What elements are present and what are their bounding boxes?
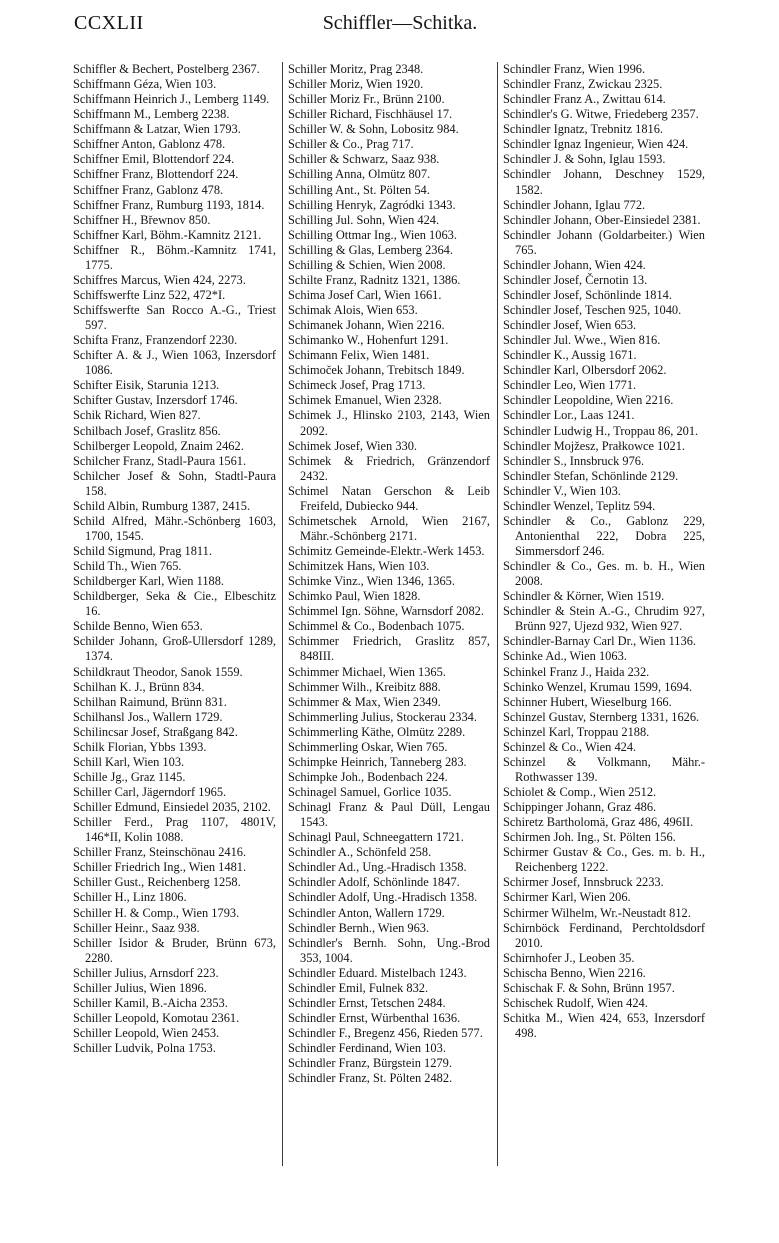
directory-entry: Schinagel Samuel, Gorlice 1035. (288, 785, 452, 799)
directory-entry: Schiretz Bartholomä, Graz 486, 496II. (503, 815, 694, 830)
directory-entry: Schiller Leopold, Komotau 2361. (73, 1010, 240, 1025)
directory-entry: Schindler Stefan, Schönlinde 2129. (503, 468, 679, 483)
directory-entry: Schindler Josef, Schönlinde 1814. (503, 287, 672, 302)
directory-entry: Schindler S., Innsbruck 976. (503, 453, 645, 468)
page-number: CCXLII (74, 12, 144, 34)
directory-entry: Schindler Franz, Bürgstein 1279. (288, 1056, 452, 1071)
directory-entry: Schindler Josef, Černotin 13. (503, 272, 648, 287)
directory-entry: Schimek J., Hlinsko 2103, 2143, Wien 2092. (288, 408, 490, 438)
directory-entry: Schiller Moriz Fr., Brünn 2100. (288, 92, 445, 107)
directory-entry: Schiller Ludvik, Polna 1753. (73, 1041, 216, 1056)
directory-entry: Schiller Moriz, Wien 1920. (288, 77, 424, 92)
directory-entry: Schimetschek Arnold, Wien 2167, Mähr.-Schönberg 2171. (288, 513, 490, 543)
directory-entry: Schiller H., Linz 1806. (73, 890, 187, 905)
directory-entry: Schiffner Franz, Blottendorf 224. (73, 167, 239, 182)
directory-entry: Schimak Alois, Wien 653. (288, 303, 418, 317)
directory-entry: Schilhan Raimund, Brünn 831. (73, 694, 227, 709)
directory-entry: Schiller Friedrich Ing., Wien 1481. (73, 860, 247, 875)
directory-entry: Schilling Ottmar Ing., Wien 1063. (288, 227, 457, 242)
directory-entry: Schirmer Gustav & Co., Ges. m. b. H., Reichenberg 1222. (503, 845, 705, 875)
directory-entry: Schilling Ant., St. Pölten 54. (288, 182, 430, 197)
directory-entry: Schifter A. & J., Wien 1063, Inzersdorf 1086. (73, 348, 276, 378)
directory-entry: Schimitz Gemeinde-Elektr.-Werk 1453. (288, 544, 485, 558)
directory-entry: Schik Richard, Wien 827. (73, 408, 201, 423)
directory-entry: Schindler A., Schönfeld 258. (288, 845, 432, 860)
running-head: Schiffler—Schitka. (322, 12, 478, 34)
directory-entry: Schimek Emanuel, Wien 2328. (288, 393, 442, 408)
directory-entry: Schiller Leopold, Wien 2453. (73, 1026, 220, 1040)
column-divider (497, 62, 498, 1166)
directory-entry: Schimmer & Max, Wien 2349. (288, 694, 441, 709)
directory-entry: Schiolet & Comp., Wien 2512. (503, 785, 657, 799)
directory-entry: Schimitzek Hans, Wien 103. (288, 559, 430, 574)
directory-entry: Schiller Kamil, B.-Aicha 2353. (73, 995, 228, 1010)
directory-entry: Schindler Ignatz, Trebnitz 1816. (503, 122, 664, 137)
directory-entry: Schiller Heinr., Saaz 938. (73, 920, 200, 935)
directory-entry: Schildberger Karl, Wien 1188. (73, 574, 225, 589)
directory-entry: Schild Alfred, Mähr.-Schönberg 1603, 1700, 1545. (73, 513, 276, 543)
directory-entry: Schiffner H., Břewnov 850. (73, 212, 211, 227)
directory-entry: Schindler Bernh., Wien 963. (288, 920, 430, 935)
directory-entry: Schindler Anton, Wallern 1729. (288, 905, 445, 920)
directory-entry: Schimmel Ign. Söhne, Warnsdorf 2082. (288, 604, 484, 619)
directory-entry: Schiffner Emil, Blottendorf 224. (73, 152, 235, 167)
directory-entry: Schiffner Anton, Gablonz 478. (73, 137, 226, 152)
directory-entry: Schiller Franz, Steinschönau 2416. (73, 845, 247, 860)
directory-entry: Schindler Johann, Iglau 772. (503, 197, 646, 212)
directory-entry: Schilling & Schien, Wien 2008. (288, 257, 446, 272)
directory-entry: Schirnböck Ferdinand, Perchtoldsdorf 2010. (503, 920, 705, 950)
directory-entry: Schimmerling Käthe, Olmütz 2289. (288, 724, 466, 739)
directory-entry: Schild Th., Wien 765. (73, 559, 182, 574)
directory-entry: Schiffler & Bechert, Postelberg 2367. (73, 62, 260, 76)
directory-entry: Schirmer Josef, Innsbruck 2233. (503, 875, 664, 890)
directory-entry: Schindler-Barnay Carl Dr., Wien 1136. (503, 634, 696, 649)
column-2 (288, 62, 490, 1222)
directory-entry: Schinzel & Volkmann, Mähr.-Rothwasser 139. (503, 754, 705, 784)
directory-entry: Schiffswerfte Linz 522, 472*I. (73, 287, 226, 302)
directory-entry: Schimmer Wilh., Kreibitz 888. (288, 679, 441, 694)
directory-entry: Schimek Josef, Wien 330. (288, 438, 418, 453)
column-divider (282, 62, 283, 1166)
directory-entry: Schiller H. & Comp., Wien 1793. (73, 905, 240, 920)
directory-entry: Schindler's Bernh. Sohn, Ung.-Brod 353, 1004. (288, 935, 490, 965)
directory-entry: Schiller Ferd., Prag 1107, 4801V, 146*II, Kolin 1088. (73, 815, 276, 845)
directory-entry: Schindler Lor., Laas 1241. (503, 408, 635, 423)
directory-entry: Schilbach Josef, Graslitz 856. (73, 423, 221, 438)
directory-entry: Schimeck Josef, Prag 1713. (288, 378, 426, 393)
directory-entry: Schiffner Franz, Gablonz 478. (73, 182, 224, 197)
directory-entry: Schindler Franz, St. Pölten 2482. (288, 1071, 453, 1086)
directory-entry: Schindler Franz, Wien 1996. (503, 62, 646, 76)
directory-entry: Schild Albin, Rumburg 1387, 2415. (73, 498, 251, 513)
directory-entry: Schippinger Johann, Graz 486. (503, 800, 657, 815)
directory-entry: Schindler Johann (Goldarbeiter.) Wien 765. (503, 227, 705, 257)
directory-entry: Schindler Franz A., Zwittau 614. (503, 92, 666, 107)
directory-entry: Schindler V., Wien 103. (503, 483, 621, 498)
directory-entry: Schimpke Heinrich, Tanneberg 283. (288, 754, 467, 769)
directory-entry: Schindler F., Bregenz 456, Rieden 577. (288, 1026, 483, 1040)
directory-entry: Schiller & Schwarz, Saaz 938. (288, 152, 440, 167)
directory-entry: Schirnhofer J., Leoben 35. (503, 950, 635, 965)
directory-entry: Schindler Franz, Zwickau 2325. (503, 77, 663, 92)
directory-entry: Schiffner Franz, Rumburg 1193, 1814. (73, 197, 265, 212)
directory-entry: Schindler & Co., Ges. m. b. H., Wien 2008. (503, 559, 705, 589)
directory-entry: Schinzel Karl, Troppau 2188. (503, 724, 650, 739)
directory-entry: Schindler Ernst, Tetschen 2484. (288, 995, 446, 1010)
directory-entry: Schirmer Wilhelm, Wr.-Neustadt 812. (503, 905, 691, 920)
directory-entry: Schiller Julius, Wien 1896. (73, 980, 207, 995)
directory-entry: Schiffmann Heinrich J., Lemberg 1149. (73, 92, 270, 107)
directory-entry: Schilhansl Jos., Wallern 1729. (73, 709, 223, 724)
directory-entry: Schindler Ernst, Würbenthal 1636. (288, 1010, 461, 1025)
directory-entry: Schimek & Friedrich, Gränzendorf 2432. (288, 453, 490, 483)
directory-entry: Schinner Hubert, Wieselburg 166. (503, 694, 672, 709)
directory-entry: Schille Jg., Graz 1145. (73, 769, 186, 784)
directory-entry: Schiffmann M., Lemberg 2238. (73, 107, 230, 122)
directory-entry: Schimmer Friedrich, Graslitz 857, 848III. (288, 634, 490, 664)
directory-entry: Schindler Ad., Ung.-Hradisch 1358. (288, 860, 467, 875)
directory-entry: Schindler & Co., Gablonz 229, Antonienthal 222, Dobra 225, Simmersdorf 246. (503, 513, 705, 558)
directory-entry: Schiller Carl, Jägerndorf 1965. (73, 785, 227, 799)
directory-entry: Schiller Moritz, Prag 2348. (288, 62, 424, 76)
directory-entry: Schiffres Marcus, Wien 424, 2273. (73, 272, 246, 287)
directory-entry: Schimmerling Julius, Stockerau 2334. (288, 709, 477, 724)
directory-entry: Schindler Emil, Fulnek 832. (288, 980, 429, 995)
directory-entry: Schindler Wenzel, Teplitz 594. (503, 498, 656, 513)
directory-entry: Schinagl Franz & Paul Düll, Lengau 1543. (288, 800, 490, 830)
directory-entry: Schildberger, Seka & Cie., Elbeschitz 16. (73, 589, 276, 619)
directory-entry: Schilling & Glas, Lemberg 2364. (288, 242, 453, 257)
directory-entry: Schilincsar Josef, Straßgang 842. (73, 724, 238, 739)
directory-entry: Schilde Benno, Wien 653. (73, 619, 203, 634)
directory-entry: Schimel Natan Gerschon & Leib Freifeld, Dubiecko 944. (288, 483, 490, 513)
directory-entry: Schindler Adolf, Ung.-Hradisch 1358. (288, 890, 478, 905)
directory-entry: Schiller Edmund, Einsiedel 2035, 2102. (73, 800, 271, 815)
directory-entry: Schimpke Joh., Bodenbach 224. (288, 769, 448, 784)
directory-entry: Schindler Johann, Ober-Einsiedel 2381. (503, 212, 701, 227)
directory-entry: Schindler J. & Sohn, Iglau 1593. (503, 152, 666, 167)
directory-entry: Schindler Ignaz Ingenieur, Wien 424. (503, 137, 689, 152)
directory-entry: Schindler Ludwig H., Troppau 86, 201. (503, 423, 699, 438)
directory-entry: Schimanko W., Hohenfurt 1291. (288, 333, 449, 348)
directory-entry: Schiller W. & Sohn, Lobositz 984. (288, 122, 459, 137)
directory-entry: Schindler Johann, Deschney 1529, 1582. (503, 167, 705, 197)
directory-entry: Schild Sigmund, Prag 1811. (73, 544, 212, 558)
directory-entry: Schindler Karl, Olbersdorf 2062. (503, 363, 667, 378)
directory-entry: Schindler Mojžesz, Prałkowce 1021. (503, 438, 686, 453)
directory-entry: Schindler Josef, Wien 653. (503, 318, 637, 333)
directory-entry: Schimanek Johann, Wien 2216. (288, 318, 445, 333)
column-1 (73, 62, 276, 1222)
directory-entry: Schiffner Karl, Böhm.-Kamnitz 2121. (73, 227, 262, 242)
directory-entry: Schiller Richard, Fischhäusel 17. (288, 107, 453, 122)
directory-entry: Schischa Benno, Wien 2216. (503, 965, 646, 980)
directory-entry: Schitka M., Wien 424, 653, Inzersdorf 498. (503, 1010, 705, 1040)
directory-entry: Schilte Franz, Radnitz 1321, 1386. (288, 272, 461, 287)
directory-entry: Schindler Josef, Teschen 925, 1040. (503, 303, 682, 317)
directory-entry: Schinagl Paul, Schneegattern 1721. (288, 830, 464, 845)
directory-entry: Schill Karl, Wien 103. (73, 754, 185, 769)
directory-entry: Schimmer Michael, Wien 1365. (288, 664, 446, 679)
directory-entry: Schimmel & Co., Bodenbach 1075. (288, 619, 465, 634)
directory-entry: Schimann Felix, Wien 1481. (288, 348, 430, 363)
directory-entry: Schilk Florian, Ybbs 1393. (73, 739, 207, 754)
directory-entry: Schifter Gustav, Inzersdorf 1746. (73, 393, 238, 408)
directory-entry: Schindler Johann, Wien 424. (503, 257, 646, 272)
directory-entry: Schifter Eisik, Starunia 1213. (73, 378, 220, 393)
directory-entry: Schischak F. & Sohn, Brünn 1957. (503, 980, 675, 995)
directory-entry: Schilling Anna, Olmütz 807. (288, 167, 431, 182)
directory-entry: Schinke Ad., Wien 1063. (503, 649, 627, 664)
directory-entry: Schirmen Joh. Ing., St. Pölten 156. (503, 830, 676, 845)
directory-entry: Schima Josef Carl, Wien 1661. (288, 287, 442, 302)
directory-entry: Schinkel Franz J., Haida 232. (503, 664, 650, 679)
directory-entry: Schindler & Körner, Wien 1519. (503, 589, 665, 604)
directory-entry: Schirmer Karl, Wien 206. (503, 890, 631, 905)
directory-entry: Schiller Isidor & Bruder, Brünn 673, 2280. (73, 935, 276, 965)
directory-entry: Schimko Paul, Wien 1828. (288, 589, 421, 604)
directory-entry: Schiffmann & Latzar, Wien 1793. (73, 122, 241, 137)
directory-entry: Schilhan K. J., Brünn 834. (73, 679, 205, 694)
directory-entry: Schimoček Johann, Trebitsch 1849. (288, 363, 465, 378)
directory-entry: Schiller Julius, Arnsdorf 223. (73, 965, 219, 980)
directory-entry: Schindler Eduard. Mistelbach 1243. (288, 965, 467, 980)
directory-entry: Schischek Rudolf, Wien 424. (503, 995, 648, 1010)
directory-entry: Schiffswerfte San Rocco A.-G., Triest 597. (73, 303, 276, 333)
directory-entry: Schifta Franz, Franzendorf 2230. (73, 333, 238, 348)
directory-entry: Schiffner R., Böhm.-Kamnitz 1741, 1775. (73, 242, 276, 272)
directory-entry: Schilling Jul. Sohn, Wien 424. (288, 212, 440, 227)
directory-entry: Schinzel & Co., Wien 424. (503, 739, 637, 754)
directory-entry: Schilcher Franz, Stadl-Paura 1561. (73, 453, 247, 468)
directory-entry: Schiller Gust., Reichenberg 1258. (73, 875, 241, 890)
directory-entry: Schindler Leo, Wien 1771. (503, 378, 637, 393)
directory-entry: Schildkraut Theodor, Sanok 1559. (73, 664, 243, 679)
directory-entry: Schilberger Leopold, Znaim 2462. (73, 438, 244, 453)
directory-entry: Schiffmann Géza, Wien 103. (73, 77, 217, 92)
directory-entry: Schinko Wenzel, Krumau 1599, 1694. (503, 679, 693, 694)
directory-entry: Schindler Ferdinand, Wien 103. (288, 1041, 446, 1056)
directory-entry: Schindler Adolf, Schönlinde 1847. (288, 875, 460, 890)
directory-entry: Schilcher Josef & Sohn, Stadtl-Paura 158. (73, 468, 276, 498)
directory-entry: Schimmerling Oskar, Wien 765. (288, 739, 448, 754)
directory-entry: Schindler Leopoldine, Wien 2216. (503, 393, 674, 408)
directory-entry: Schiller & Co., Prag 717. (288, 137, 414, 152)
directory-entry: Schindler Jul. Wwe., Wien 816. (503, 333, 661, 348)
directory-entry: Schindler's G. Witwe, Friedeberg 2357. (503, 107, 699, 122)
column-3 (503, 62, 705, 1222)
directory-entry: Schilling Henryk, Zagródki 1343. (288, 197, 456, 212)
directory-entry: Schindler K., Aussig 1671. (503, 348, 637, 363)
directory-entry: Schindler & Stein A.-G., Chrudim 927, Brünn 927, Ujezd 932, Wien 927. (503, 604, 705, 634)
directory-entry: Schilder Johann, Groß-Ullersdorf 1289, 1374. (73, 634, 276, 664)
directory-entry: Schimke Vinz., Wien 1346, 1365. (288, 574, 455, 589)
directory-entry: Schinzel Gustav, Sternberg 1331, 1626. (503, 709, 700, 724)
